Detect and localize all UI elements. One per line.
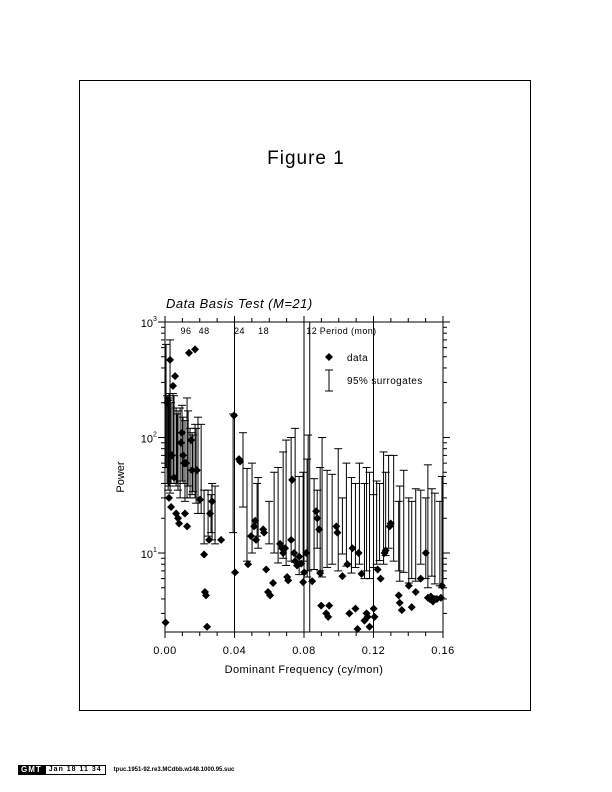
data-point	[377, 575, 385, 583]
data-point	[193, 466, 201, 474]
legend-label-data: data	[347, 353, 369, 364]
x-tick-label: 0.00	[153, 645, 177, 657]
data-point	[203, 623, 211, 631]
y-tick-exponent: 3	[153, 316, 157, 323]
y-tick-label: 10	[140, 318, 153, 330]
data-point	[366, 623, 374, 631]
y-axis-label: Power	[115, 461, 127, 493]
data-point	[422, 549, 430, 557]
data-point	[171, 372, 179, 380]
data-point	[162, 619, 170, 627]
data-point	[175, 520, 183, 528]
data-point	[345, 609, 353, 617]
data-point	[181, 509, 189, 517]
period-tick-label: 96	[180, 326, 192, 336]
data-point	[312, 507, 320, 515]
data-point	[231, 568, 239, 576]
legend-label-surrogates: 95% surrogates	[347, 376, 423, 387]
data-point	[374, 565, 382, 573]
x-tick-label: 0.08	[292, 645, 316, 657]
y-tick-exponent: 1	[153, 547, 157, 554]
data-point	[166, 356, 174, 364]
data-point	[396, 599, 404, 607]
data-point	[351, 605, 359, 613]
x-tick-label: 0.12	[361, 645, 386, 657]
gmt-footer	[18, 764, 234, 775]
data-point	[371, 613, 379, 621]
plot-area	[141, 316, 455, 657]
data-point	[343, 560, 351, 568]
data-point	[165, 494, 173, 502]
data-point	[299, 578, 307, 586]
data-point	[287, 536, 295, 544]
data-point	[262, 565, 270, 573]
data-point	[206, 509, 214, 517]
period-tick-label: 18	[258, 326, 270, 336]
data-point	[167, 503, 175, 511]
data-point	[217, 536, 225, 544]
y-tick-exponent: 2	[153, 431, 157, 439]
data-point	[332, 522, 340, 530]
figure-title: Figure 1	[267, 148, 345, 169]
data-point	[191, 345, 199, 353]
data-point	[269, 579, 277, 587]
data-point	[196, 496, 204, 504]
gmt-logo: GMT	[18, 765, 45, 775]
x-tick-label: 0.16	[431, 645, 455, 657]
data-point	[338, 572, 346, 580]
data-point	[316, 569, 324, 577]
period-axis-label: Period (mon)	[319, 326, 377, 336]
data-point	[333, 529, 341, 537]
legend-diamond-icon	[325, 353, 333, 361]
data-point	[230, 412, 238, 420]
gmt-filename: tpuc.1951-92.re3.MCdbb.w148.1000.95.suc	[113, 766, 235, 773]
data-point	[185, 349, 193, 357]
x-axis-label: Dominant Frequency (cy/mon)	[224, 664, 384, 676]
data-point	[200, 551, 208, 559]
y-tick-label: 10	[140, 433, 153, 446]
data-point	[370, 605, 378, 613]
data-point	[398, 606, 406, 614]
data-point	[317, 602, 325, 610]
data-point	[438, 582, 446, 590]
x-tick-label: 0.04	[222, 645, 247, 657]
gmt-timestamp: Jan 18 11 34	[45, 765, 106, 775]
data-point	[395, 591, 403, 599]
period-tick-label: 12	[306, 326, 318, 336]
data-point	[408, 603, 416, 611]
y-tick-label: 10	[140, 549, 153, 561]
data-point	[325, 602, 333, 610]
period-tick-label: 24	[233, 326, 245, 336]
data-point	[412, 588, 420, 596]
data-point	[183, 522, 191, 530]
period-tick-label: 48	[198, 326, 210, 336]
chart-title: Data Basis Test (M=21)	[166, 296, 313, 311]
